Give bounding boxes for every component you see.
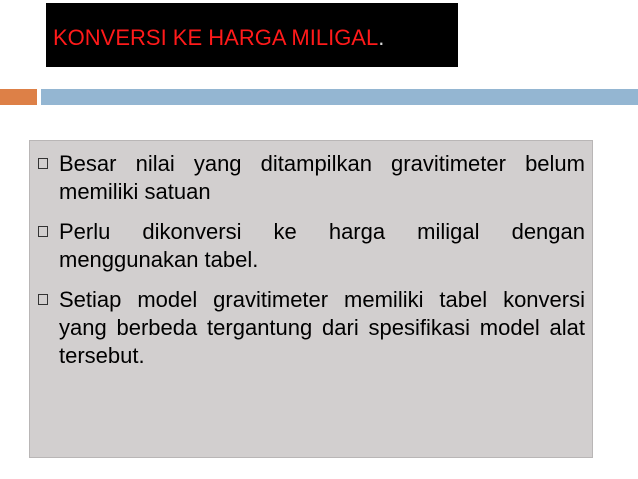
square-bullet-icon xyxy=(38,294,48,305)
slide-title-trailing-dot: . xyxy=(378,25,385,50)
bullet-item xyxy=(30,218,592,274)
bullet-text: Perlu dikonversi ke harga miligal dengan menggunakan tabel. xyxy=(59,219,585,272)
content-box xyxy=(29,140,593,458)
accent-rule-blue xyxy=(41,89,638,105)
accent-rule-orange xyxy=(0,89,37,105)
slide-title xyxy=(53,25,384,51)
bullet-text: Setiap model gravitimeter memiliki tabel konversi yang berbeda tergantung dari spesifikasi model alat tersebut. xyxy=(59,287,585,368)
square-bullet-icon xyxy=(38,226,48,237)
bullet-list xyxy=(30,150,592,382)
bullet-item xyxy=(30,150,592,206)
bullet-text: Besar nilai yang ditampilkan gravitimeter belum memiliki satuan xyxy=(59,151,585,204)
slide-title-box xyxy=(46,3,458,67)
bullet-item xyxy=(30,286,592,370)
slide-title-text: KONVERSI KE HARGA MILIGAL xyxy=(53,25,379,50)
square-bullet-icon xyxy=(38,158,48,169)
